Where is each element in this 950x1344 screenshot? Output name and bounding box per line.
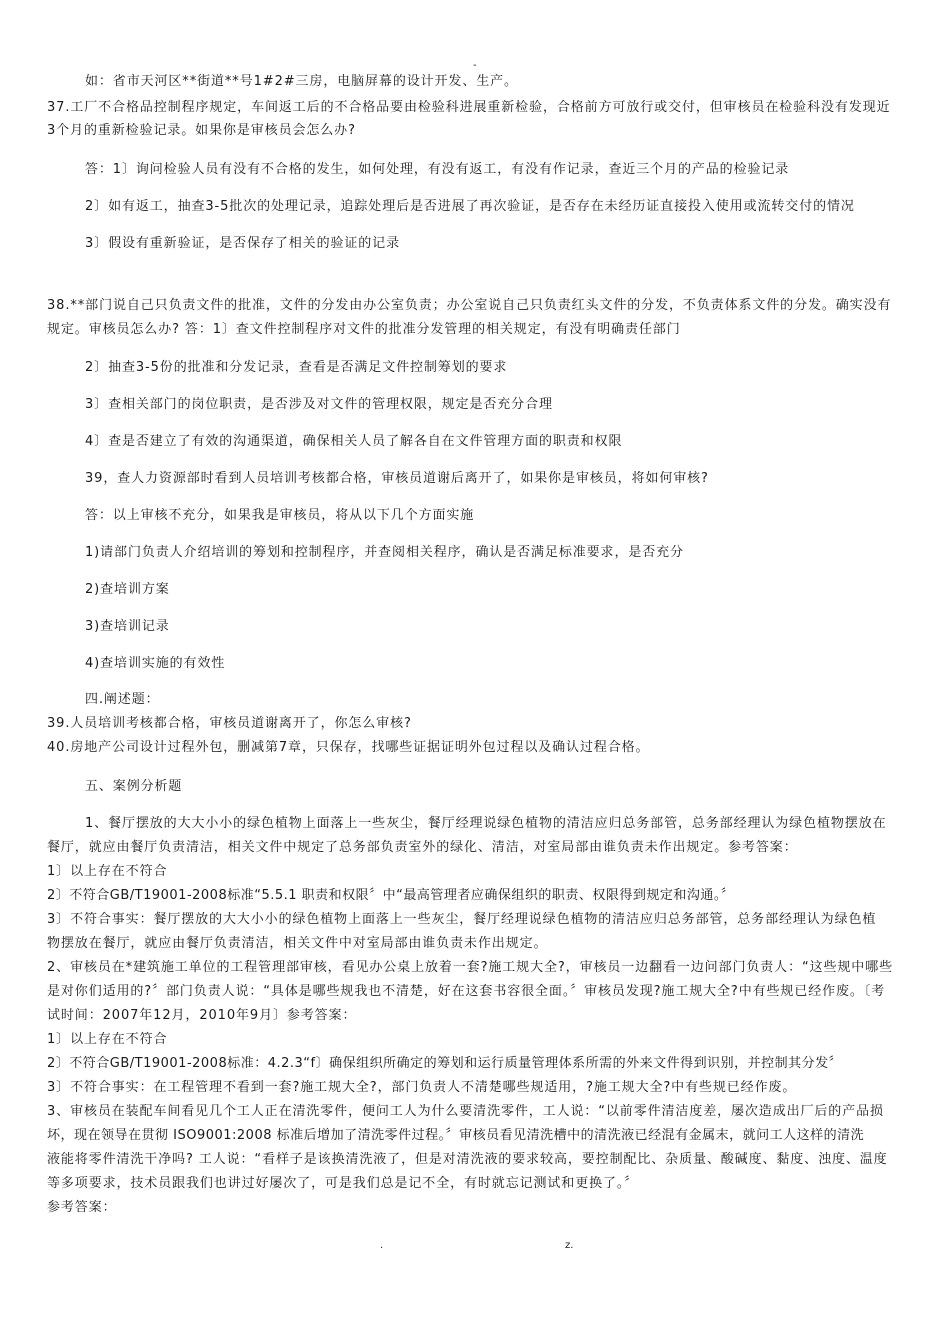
- text-line: 液能将零件清洗干净吗? 工人说：“看样子是该换清洗液了，但是对清洗液的要求较高，要控制配比、杂质量、酸碱度、黏度、浊度、温度: [47, 1152, 888, 1167]
- text-line: 3〕查相关部门的岗位职责，是否涉及对文件的管理权限，规定是否充分合理: [85, 397, 553, 412]
- text-line: 3)查培训记录: [85, 619, 170, 634]
- text-line: 1)请部门负责人介绍培训的筹划和控制程序，并查阅相关程序，确认是否满足标准要求，是否充分: [85, 545, 684, 560]
- text-line: 38.**部门说自己只负责文件的批准，文件的分发由办公室负责；办公室说自己只负责红头文件的分发，不负责体系文件的分发。确实没有: [47, 298, 892, 313]
- header-mark: -: [473, 60, 477, 71]
- text-line: 1〕以上存在不符合: [47, 864, 168, 879]
- text-line: 参考答案：: [47, 1200, 117, 1215]
- text-line: 规定。审核员怎么办? 答：1〕查文件控制程序对文件的批准分发管理的相关规定，有没有明确责任部门: [47, 322, 681, 337]
- text-line: 2)查培训方案: [85, 582, 170, 597]
- section-heading: 五、案例分析题: [85, 779, 183, 794]
- text-line: 2〕不符合GB/T19001-2008标准“5.5.1 职责和权限〞中“最高管理者应确保组织的职责、权限得到规定和沟通。〞: [47, 888, 735, 903]
- text-line: 2、审核员在*建筑施工单位的工程管理部审核，看见办公桌上放着一套?施工规大全?，审核员一边翻看一边问部门负责人：“这些规中哪些: [47, 960, 894, 975]
- text-line: 答：以上审核不充分，如果我是审核员，将从以下几个方面实施: [85, 508, 475, 523]
- text-line: 3〕假设有重新验证，是否保存了相关的验证的记录: [85, 236, 400, 251]
- text-line: 2〕如有返工，抽查3-5批次的处理记录，追踪处理后是否进展了再次验证，是否存在未经历证直接投入使用或流转交付的情况: [85, 199, 855, 214]
- text-line: 是对你们适用的?〞部门负责人说：“具体是哪些规我也不清楚，好在这套书容很全面。〞审核员发现?施工规大全?中有些规已经作废。〔考: [47, 984, 886, 999]
- text-line: 37.工厂不合格品控制程序规定，车间返工后的不合格品要由检验科进展重新检验，合格前方可放行或交付，但审核员在检验科没有发现近: [47, 100, 891, 115]
- text-line: 3〕不符合事实：在工程管理不看到一套?施工规大全?，部门负责人不清楚哪些规适用，?施工规大全?中有些规已经作废。: [47, 1080, 797, 1095]
- text-line: 39，查人力资源部时看到人员培训考核都合格，审核员道谢后离开了，如果你是审核员，将如何审核?: [85, 471, 709, 486]
- text-line: 坏，现在领导在贯彻 ISO9001:2008 标准后增加了清洗零件过程。〞审核员看见清洗槽中的清洗液已经混有金属末，就问工人这样的清洗: [47, 1128, 865, 1143]
- text-line: 3、审核员在装配车间看见几个工人正在清洗零件，便问工人为什么要清洗零件，工人说：“以前零件清洁度差，屡次造成出厂后的产品损: [47, 1104, 884, 1119]
- text-line: 物摆放在餐厅，就应由餐厅负责清洁，相关文件中对室局部由谁负责未作出规定。: [47, 936, 548, 951]
- text-line: 40.房地产公司设计过程外包，删减第7章，只保存，找哪些证据证明外包过程以及确认过程合格。: [47, 740, 650, 755]
- text-line: 等多项要求，技术员跟我们也讲过好屡次了，可是我们总是记不全，有时就忘记测试和更换了。〞: [47, 1176, 639, 1191]
- text-line: 餐厅，就应由餐厅负责清洁，相关文件中规定了总务部负责室外的绿化、清洁，对室局部由谁负责未作出规定。参考答案：: [47, 840, 798, 855]
- text-line: 2〕不符合GB/T19001-2008标准：4.2.3“f〕确保组织所确定的筹划和运行质量管理体系所需的外来文件得到识别，并控制其分发〞: [47, 1056, 843, 1071]
- section-heading: 四.阐述题：: [85, 692, 160, 707]
- text-line: 1〕以上存在不符合: [47, 1032, 168, 1047]
- text-line: 1、餐厅摆放的大大小小的绿色植物上面落上一些灰尘，餐厅经理说绿色植物的清洁应归总务部管，总务部经理认为绿色植物摆放在: [85, 816, 887, 831]
- footer-right-mark: z.: [565, 1240, 574, 1251]
- text-line: 2〕抽查3-5份的批准和分发记录，查看是否满足文件控制筹划的要求: [85, 360, 508, 375]
- text-line: 4)查培训实施的有效性: [85, 656, 226, 671]
- footer-left-mark: .: [380, 1240, 384, 1251]
- text-line: 如：省市天河区**街道**号1#2#三房，电脑屏幕的设计开发、生产。: [85, 74, 518, 89]
- text-line: 3〕不符合事实：餐厅摆放的大大小小的绿色植物上面落上一些灰尘，餐厅经理说绿色植物的清洁应归总务部管，总务部经理认为绿色植: [47, 912, 877, 927]
- text-line: 4〕查是否建立了有效的沟通渠道，确保相关人员了解各自在文件管理方面的职责和权限: [85, 434, 623, 449]
- text-line: 答：1〕询问检验人员有没有不合格的发生，如何处理，有没有返工，有没有作记录，查近三个月的产品的检验记录: [85, 162, 790, 177]
- text-line: 3个月的重新检验记录。如果你是审核员会怎么办?: [47, 123, 356, 138]
- text-line: 试时间：2007年12月，2010年9月〕参考答案：: [47, 1008, 357, 1023]
- text-line: 39.人员培训考核都合格，审核员道谢离开了，你怎么审核?: [47, 716, 412, 731]
